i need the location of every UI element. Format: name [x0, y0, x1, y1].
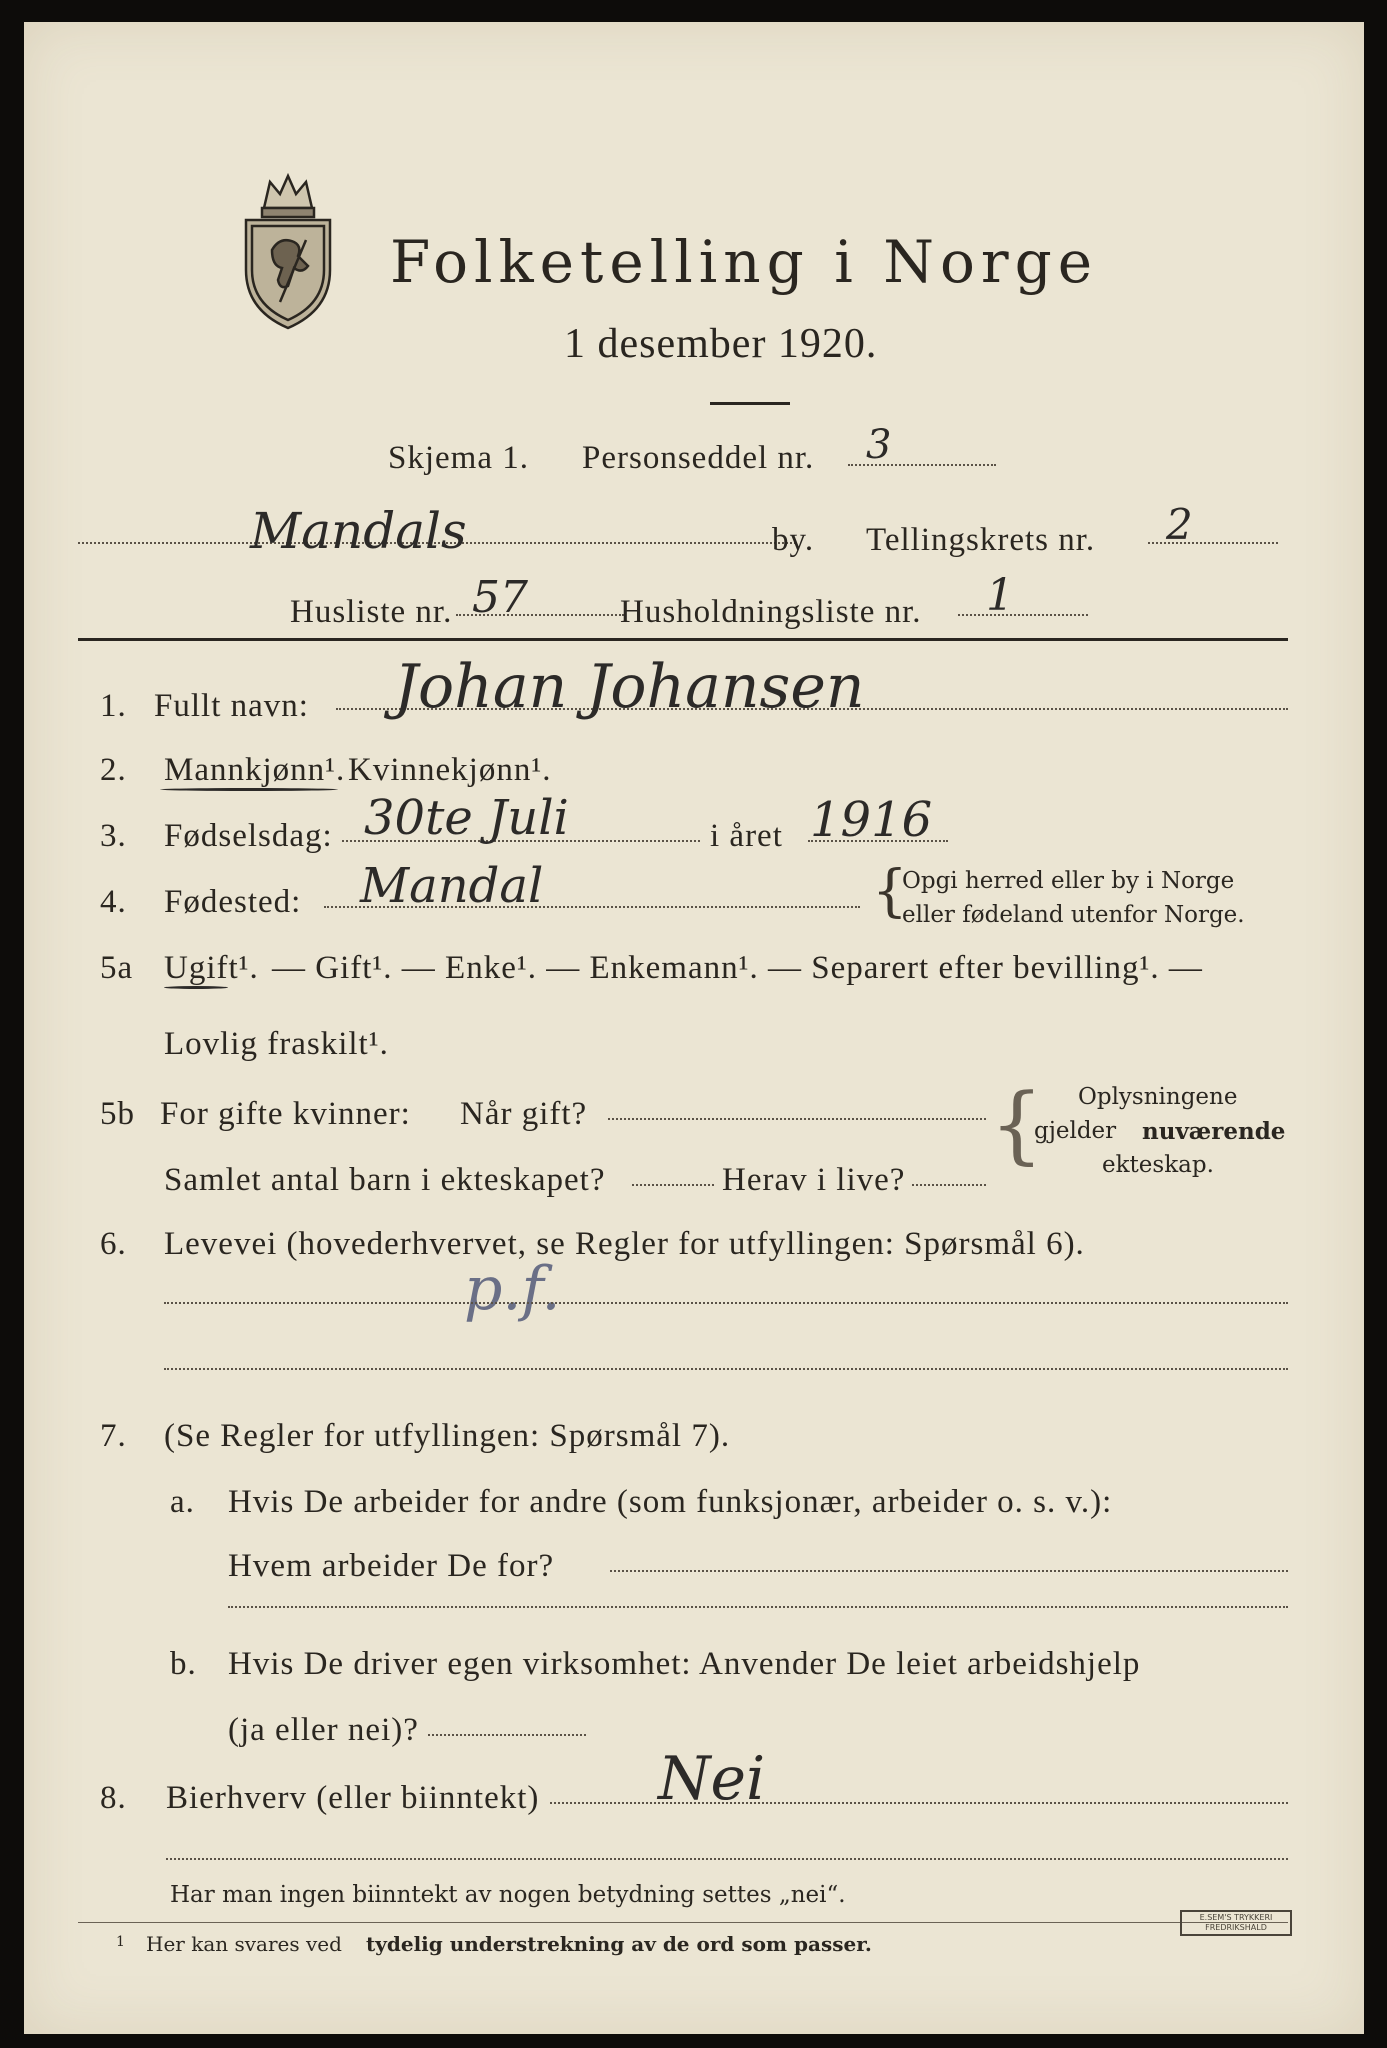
q3-label: Fødselsdag: — [164, 818, 333, 854]
husholdning-label: Husholdningsliste nr. — [620, 594, 922, 630]
tellingskrets-label: Tellingskrets nr. — [866, 522, 1096, 558]
husholdning-value[interactable]: 1 — [986, 570, 1014, 621]
footnote-number: 1 — [116, 1934, 125, 1950]
q3-number: 3. — [100, 818, 127, 854]
q7b-question: (ja eller nei)? — [228, 1712, 419, 1748]
q5b-barn: Samlet antal barn i ekteskapet? — [164, 1162, 606, 1198]
q2-male-option[interactable]: Mannkjønn¹. — [164, 752, 346, 788]
printer-stamp: E.SEM'S TRYKKERI FREDRIKSHALD — [1180, 1910, 1292, 1936]
by-value[interactable]: Mandals — [250, 502, 467, 560]
q5a-line2[interactable]: Lovlig fraskilt¹. — [164, 1026, 389, 1062]
schema-label: Skjema 1. — [388, 440, 529, 476]
q4-number: 4. — [100, 884, 127, 920]
by-label: by. — [772, 522, 815, 558]
q5a-number: 5a — [100, 950, 134, 986]
q4-note-line2: eller fødeland utenfor Norge. — [902, 902, 1245, 928]
q6-occupation-value[interactable]: p.f. — [464, 1254, 561, 1324]
q3-year-value[interactable]: 1916 — [810, 792, 933, 848]
husliste-value[interactable]: 57 — [472, 572, 528, 623]
q5b-brace: { — [990, 1075, 1044, 1173]
q3-year-label: i året — [710, 818, 783, 854]
q5a-ugift-option[interactable]: Ugift¹. — [164, 950, 259, 986]
form-title: Folketelling i Norge — [390, 228, 1099, 296]
q6-label: Levevei (hovederhvervet, se Regler for utfyllingen: Spørsmål 6). — [164, 1226, 1085, 1262]
q7a-text: Hvis De arbeider for andre (som funksjonær, arbeider o. s. v.): — [228, 1484, 1113, 1520]
q8-number: 8. — [100, 1780, 127, 1816]
q2-female-option[interactable]: Kvinnekjønn¹. — [348, 752, 552, 788]
footnote-text-a: Her kan svares ved — [146, 1932, 342, 1956]
footer-divider — [78, 1922, 1288, 1923]
q5b-naar-gift: Når gift? — [460, 1096, 588, 1132]
q5b-herav: Herav i live? — [722, 1162, 906, 1198]
q3-birthday-value[interactable]: 30te Juli — [364, 790, 569, 846]
q2-number: 2. — [100, 752, 127, 788]
male-underline — [160, 788, 338, 791]
q4-brace: { — [872, 859, 908, 924]
q7b-letter: b. — [170, 1646, 197, 1682]
q8-label: Bierhverv (eller biinntekt) — [166, 1780, 540, 1816]
coat-of-arms-icon — [228, 170, 348, 330]
q7a-question: Hvem arbeider De for? — [228, 1548, 555, 1584]
q5b-note-line3: ekteskap. — [1102, 1152, 1214, 1178]
ugift-underline — [164, 986, 228, 989]
q1-full-name-value[interactable]: Johan Johansen — [394, 652, 865, 722]
q7b-text: Hvis De driver egen virksomhet: Anvender De leiet arbeidshjelp — [228, 1646, 1141, 1682]
q4-label: Fødested: — [164, 884, 302, 920]
q5b-note-line1: Oplysningene — [1078, 1084, 1238, 1110]
q1-label: Fullt navn: — [154, 688, 309, 724]
form-date: 1 desember 1920. — [564, 321, 878, 367]
q7-label: (Se Regler for utfyllingen: Spørsmål 7). — [164, 1418, 731, 1454]
q4-birthplace-value[interactable]: Mandal — [360, 858, 544, 914]
q8-value[interactable]: Nei — [658, 1744, 766, 1814]
personseddel-value[interactable]: 3 — [866, 422, 892, 468]
footnote-text-b: tydelig understrekning av de ord som passer. — [366, 1932, 872, 1956]
husliste-label: Husliste nr. — [290, 594, 453, 630]
personseddel-label: Personseddel nr. — [582, 440, 815, 476]
title-divider — [710, 402, 790, 405]
q5a-other-options[interactable]: — Gift¹. — Enke¹. — Enkemann¹. — Separert efter bevilling¹. — — [272, 950, 1203, 986]
census-form — [24, 22, 1364, 2034]
q7-number: 7. — [100, 1418, 127, 1454]
tellingskrets-value[interactable]: 2 — [1166, 500, 1193, 549]
q5b-label: For gifte kvinner: — [160, 1096, 411, 1132]
q5b-note-line2b: nuværende — [1142, 1118, 1286, 1145]
header-divider — [78, 638, 1288, 641]
footer-note: Har man ingen biinntekt av nogen betydning settes „nei“. — [170, 1882, 846, 1908]
q4-note-line1: Opgi herred eller by i Norge — [902, 868, 1235, 894]
q7a-letter: a. — [170, 1484, 195, 1520]
q1-number: 1. — [100, 688, 127, 724]
q5b-number: 5b — [100, 1096, 135, 1132]
q5b-note-line2a: gjelder — [1034, 1118, 1117, 1144]
q6-number: 6. — [100, 1226, 127, 1262]
